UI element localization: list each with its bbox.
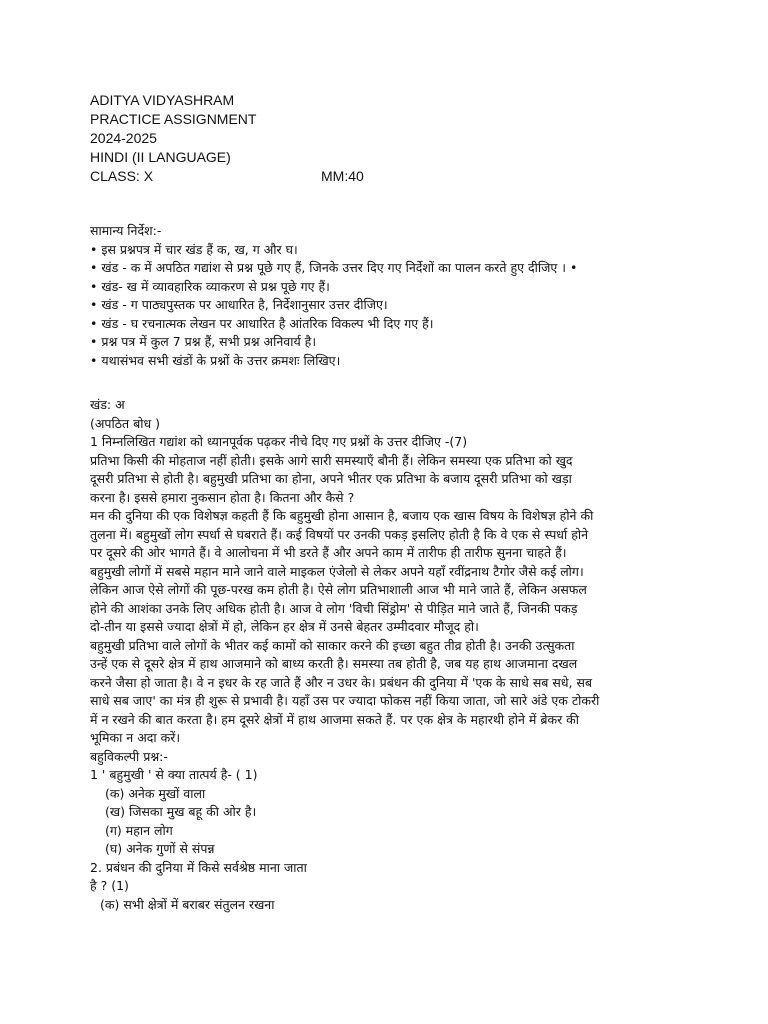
- passage-line: प्रतिभा किसी की मोहताज नहीं होती। इसके आगे सारी समस्याएँ बौनी हैं। लेकिन समस्या एक प्रतिभा को खुद: [90, 452, 573, 468]
- instruction-item: • इस प्रश्नपत्र में चार खंड हैं क, ख, ग और घ।: [90, 241, 298, 257]
- instruction-item: • प्रश्न पत्र में कुल 7 प्रश्न हैं, सभी प्रश्न अनिवार्य है।: [90, 334, 317, 349]
- passage-line: साधे सब जाए' का मंत्र ही शुरू से प्रभावी है। यहाँ उस पर ज्यादा फोकस नहीं किया जाता, जो सारे अंडे एक टोकरी: [90, 693, 600, 708]
- section-title: खंड: अ: [90, 397, 125, 412]
- answer-option: (क) सभी क्षेत्रों में बराबर संतुलन रखना: [100, 896, 275, 912]
- question-text: 1 ' बहुमुखी ' से क्या तात्पर्य है- ( 1): [90, 767, 258, 782]
- academic-year: 2024-2025: [90, 130, 157, 146]
- answer-option: (ख) जिसका मुख बहू की ओर है।: [105, 804, 257, 819]
- class-label: CLASS: X: [90, 168, 154, 184]
- mcq-heading: बहुविकल्पी प्रश्न:-: [90, 748, 168, 764]
- instructions-heading: सामान्य निर्देश:-: [90, 223, 162, 238]
- question-text-continued: है ? (1): [90, 878, 129, 893]
- passage-line: बहुमुखी प्रतिभा वाले लोगों के भीतर कई कामों को साकार करने की इच्छा बहुत तीव्र होती है। उनकी उत्सुकता: [90, 637, 575, 653]
- class-marks-row: [90, 167, 720, 186]
- question-text: 2. प्रबंधन की दुनिया में किसे सर्वश्रेष्ठ माना जाता: [90, 859, 307, 875]
- answer-option: (घ) अनेक गुणों से संपन्न: [105, 841, 215, 856]
- document-header: [90, 91, 720, 186]
- answer-option: (ग) महान लोग: [105, 822, 173, 838]
- answer-option: (क) अनेक मुखों वाला: [105, 785, 206, 801]
- passage-line: पर दूसरे की ओर भागते हैं। वे आलोचना में भी डरते हैं और अपने काम में तारीफ ही तारीफ सुनना चाहते हैं।: [90, 545, 567, 560]
- passage-line: करना है। इससे हमारा नुकसान होता है। कितना और कैसे ?: [90, 489, 355, 505]
- unseen-passage: [90, 452, 720, 748]
- mcq-question-2: [90, 859, 720, 915]
- passage-line: में न रखने की बात करता है। हम दूसरे क्षेत्रों में हाथ आजमा सकते हैं. पर एक क्षेत्र के महारथी होने में ब्रेकर की: [90, 711, 580, 727]
- passage-line: उन्हें एक से दूसरे क्षेत्र में हाथ आजमाने को बाध्य करती है। समस्या तब होती है, जब यह हाथ आजमाना दखल: [90, 656, 578, 671]
- section-a: [90, 396, 720, 914]
- passage-line: दूसरी प्रतिभा से होती है। बहुमुखी प्रतिभा का होना, अपने भीतर एक प्रतिभा के बजाय दूसरी प्रतिभा को खड़ा: [90, 471, 572, 486]
- instruction-item: • खंड - ग पाठ्यपुस्तक पर आधारित है, निर्देशानुसार उत्तर दीजिए।: [90, 297, 388, 312]
- instruction-item: • यथासंभव सभी खंडों के प्रश्नों के उत्तर क्रमशः लिखिए।: [90, 352, 341, 368]
- passage-line: तुलना में। बहुमुखों लोग स्पर्धा से घबराते हैं। कई विषयों पर उनकी पकड़ इसलिए होती है कि वे एक से स्पर्धा होने: [90, 526, 589, 542]
- subject-name: HINDI (II LANGUAGE): [90, 149, 231, 165]
- section-subtitle: (अपठित बोध ): [90, 415, 161, 431]
- passage-line: करने जैसा हो जाता है। वे न इधर के रह जाते हैं और न उधर के। प्रबंधन की दुनिया में 'एक के साधे सब सधे, सब: [90, 674, 593, 690]
- instruction-item: • खंड- ख में व्यावहारिक व्याकरण से प्रश्न पूछे गए हैं।: [90, 278, 330, 294]
- mcq-question-1: [90, 766, 720, 859]
- max-marks: MM:40: [321, 168, 364, 184]
- passage-line: मन की दुनिया की एक विशेषज्ञ कहती हैं कि बहुमुखी होना आसान है, बजाय एक खास विषय के विशेषज्ञ होने की: [90, 508, 594, 523]
- question-1-instruction: 1 निम्नलिखित गद्यांश को ध्यानपूर्वक पढ़कर नीचे दिए गए प्रश्नों के उत्तर दीजिए -(7): [90, 434, 468, 449]
- instruction-item: • खंड - क में अपठित गद्यांश से प्रश्न पूछे गए हैं, जिनके उत्तर दिए गए निर्देशों का पालन करते हुए दीजिए । •: [90, 260, 578, 275]
- passage-line: होने की आशंका उनके लिए अधिक होती है। आज वे लोग 'विची सिंड्रोम' से पीड़ित माने जाते हैं, जिनकी पकड़: [90, 600, 578, 616]
- passage-line: बहुमुखी लोगों में सबसे महान माने जाने वाले माइकल एंजेलो से लेकर अपने यहाँ रवींद्रनाथ टैगोर जैसे कई लोग।: [90, 563, 584, 579]
- general-instructions: [90, 222, 720, 370]
- passage-line: भूमिका न अदा करें।: [90, 730, 181, 745]
- assignment-title: PRACTICE ASSIGNMENT: [90, 111, 257, 127]
- passage-line: लेकिन आज ऐसे लोगों की पूछ-परख कम होती है। ऐसे लोग प्रतिभाशाली आज भी माने जाते हैं, लेकिन असफल: [90, 582, 587, 597]
- passage-line: दो-तीन या इससे ज्यादा क्षेत्रों में हो, लेकिन हर क्षेत्र में उनसे बेहतर उम्मीदवार मौजूद हो।: [90, 619, 479, 634]
- school-name: ADITYA VIDYASHRAM: [90, 92, 235, 108]
- instruction-item: • खंड - घ रचनात्मक लेखन पर आधारित है आंतरिक विकल्प भी दिए गए हैं।: [90, 315, 434, 331]
